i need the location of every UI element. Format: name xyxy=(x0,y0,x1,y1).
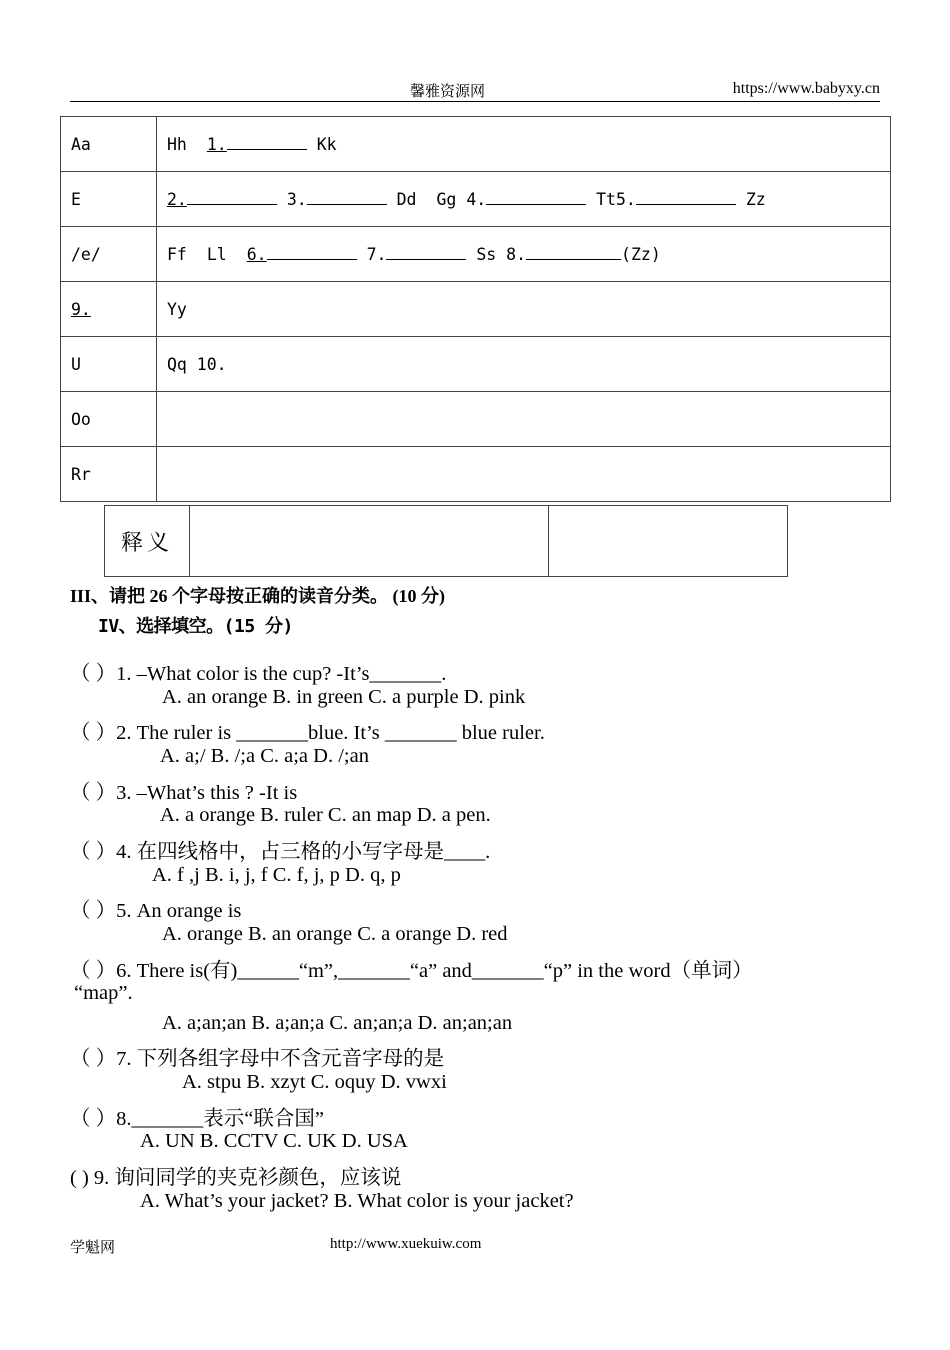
table-row xyxy=(61,282,891,337)
fill-blank xyxy=(267,245,357,260)
blank-number: Ss 8. xyxy=(476,244,527,264)
table-row xyxy=(61,337,891,392)
meaning-cell xyxy=(549,506,788,577)
row-content xyxy=(157,337,891,392)
fill-blank xyxy=(636,190,736,205)
blank-number: 3. xyxy=(286,189,307,209)
letter: Zz xyxy=(745,189,766,209)
options-line: A. a orange B. ruler C. an map D. a pen. xyxy=(160,804,491,826)
letter: Yy xyxy=(167,299,187,319)
options-line: A. stpu B. xzyt C. oquy D. vwxi xyxy=(182,1071,447,1093)
blank-number: 2. xyxy=(167,189,187,209)
letter: Ff xyxy=(167,244,187,264)
meaning-table xyxy=(104,505,788,577)
row-content xyxy=(157,172,891,227)
options-line: A. a;an;an B. a;an;a C. an;an;a D. an;an;an xyxy=(162,1012,513,1034)
letter: Hh xyxy=(167,134,187,154)
question-line: （ ）5. An orange is xyxy=(70,900,242,922)
section4-title: IV、选择填空。(15 分) xyxy=(98,616,293,637)
options-line: A. orange B. an orange C. a orange D. red xyxy=(162,923,508,945)
row-content xyxy=(157,117,891,172)
letter: Qq 10. xyxy=(167,354,227,374)
blank-number: 4. xyxy=(466,189,487,209)
row-content xyxy=(157,282,891,337)
meaning-cell xyxy=(190,506,549,577)
letter: (Zz) xyxy=(621,244,661,264)
options-line: A. a;/ B. /;a C. a;a D. /;an xyxy=(160,745,369,767)
question-line: （ ）4. 在四线格中，占三格的小写字母是____. xyxy=(70,841,491,863)
fill-blank xyxy=(187,190,277,205)
question-line: （ ）7. 下列各组字母中不含元音字母的是 xyxy=(70,1048,445,1070)
question-line: （ ）6. There is(有)______“m”,_______“a” and_______“p” in the word（单词） xyxy=(70,960,753,982)
blank-number: 6. xyxy=(246,244,267,264)
fill-blank xyxy=(307,190,387,205)
options-line: A. an orange B. in green C. a purple D. pink xyxy=(162,686,526,708)
row-label: E xyxy=(61,172,157,227)
row-content xyxy=(157,392,891,447)
question-line: （ ）2. The ruler is _______blue. It’s _______ blue ruler. xyxy=(70,722,545,744)
blank-number: Tt5. xyxy=(596,189,636,209)
table-row xyxy=(61,172,891,227)
blank-number: 1. xyxy=(206,134,227,154)
table-row xyxy=(61,447,891,502)
question-line: “map”. xyxy=(74,982,133,1004)
question-line: （ ）8._______表示“联合国” xyxy=(70,1108,324,1130)
footer-site-name: 学魁网 xyxy=(70,1240,116,1256)
row-label: Rr xyxy=(61,447,157,502)
row-label: U xyxy=(61,337,157,392)
row-label: /e/ xyxy=(61,227,157,282)
question-line: （ ）3. –What’s this ? -It is xyxy=(70,782,298,804)
row-label: Oo xyxy=(61,392,157,447)
header-site-name: 馨雅资源网 xyxy=(410,84,486,100)
meaning-label: 释义 xyxy=(105,506,190,577)
blank-number: 9. xyxy=(71,299,91,319)
options-line: A. What’s your jacket? B. What color is your jacket? xyxy=(140,1190,574,1212)
header-divider xyxy=(70,101,880,102)
row-label xyxy=(61,282,157,337)
phonics-table xyxy=(60,116,891,502)
options-line: A. UN B. CCTV C. UK D. USA xyxy=(140,1130,408,1152)
row-content xyxy=(157,447,891,502)
table-row xyxy=(61,392,891,447)
letter: Ll xyxy=(206,244,227,264)
fill-blank xyxy=(526,245,621,260)
fill-blank xyxy=(386,245,466,260)
section3-title: III、请把 26 个字母按正确的读音分类。 (10 分) xyxy=(70,586,446,606)
letter: Kk xyxy=(316,134,337,154)
header-site-url[interactable]: https://www.babyxy.cn xyxy=(732,80,880,97)
question-line: ( ) 9. 询问同学的夹克衫颜色，应该说 xyxy=(70,1167,402,1189)
blank-number: 7. xyxy=(366,244,387,264)
table-row xyxy=(61,117,891,172)
row-label: Aa xyxy=(61,117,157,172)
options-line: A. f ,j B. i, j, f C. f, j, p D. q, p xyxy=(152,864,401,886)
footer-site-url[interactable]: http://www.xuekuiw.com xyxy=(330,1236,482,1252)
fill-blank xyxy=(227,135,307,150)
letter: Gg xyxy=(436,189,457,209)
fill-blank xyxy=(486,190,586,205)
table-row xyxy=(61,227,891,282)
row-content xyxy=(157,227,891,282)
question-line: （ ）1. –What color is the cup? -It’s_______. xyxy=(70,663,447,685)
letter: Dd xyxy=(396,189,417,209)
